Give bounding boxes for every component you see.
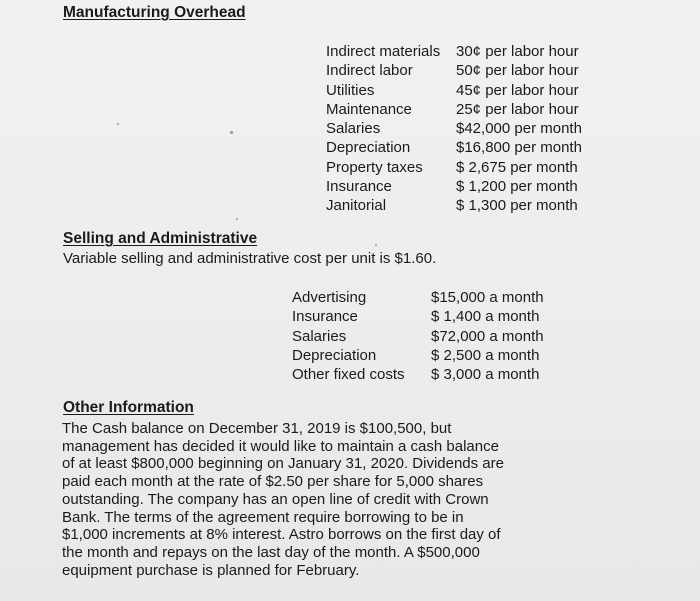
- overhead-row: [326, 196, 582, 215]
- overhead-row: [326, 177, 582, 196]
- selling-admin-label: Advertising: [292, 289, 367, 306]
- overhead-value: 25¢ per labor hour: [456, 100, 579, 118]
- paragraph-line: The Cash balance on December 31, 2019 is $100,500, but: [62, 420, 452, 437]
- selling-admin-value: $ 3,000 a month: [431, 366, 540, 384]
- paragraph-line: paid each month at the rate of $2.50 per share for 5,000 shares: [62, 473, 484, 491]
- selling-admin-row: [292, 327, 544, 346]
- selling-admin-row: [292, 346, 544, 365]
- paragraph-line: of at least $800,000 beginning on January 31, 2020. Dividends are: [62, 455, 504, 473]
- other-information-paragraph: [62, 420, 532, 579]
- overhead-value: 45¢ per labor hour: [456, 81, 579, 99]
- overhead-label: Property taxes: [326, 158, 423, 176]
- paragraph-line: the month and repays on the last day of the month. A $500,000: [62, 543, 480, 561]
- overhead-row: [326, 138, 582, 157]
- overhead-row: [326, 61, 582, 80]
- selling-admin-table: [292, 288, 544, 384]
- overhead-value: $42,000 per month: [456, 120, 582, 138]
- paragraph-line: management has decided it would like to maintain a cash balance: [62, 437, 499, 455]
- paper-speck: [117, 123, 119, 125]
- overhead-row: [326, 158, 582, 177]
- selling-admin-label: Salaries: [292, 327, 347, 345]
- overhead-label: Maintenance: [326, 100, 412, 118]
- selling-admin-row: [292, 365, 544, 384]
- paragraph-line: equipment purchase is planned for February.: [62, 561, 360, 579]
- selling-admin-value: $15,000 a month: [431, 289, 544, 306]
- overhead-label: Utilities: [326, 81, 375, 99]
- overhead-label: Salaries: [326, 120, 381, 138]
- overhead-value: $ 2,675 per month: [456, 158, 578, 176]
- selling-admin-heading: Selling and Administrative: [63, 230, 258, 247]
- overhead-label: Indirect materials: [326, 43, 441, 60]
- paragraph-line: $1,000 increments at 8% interest. Astro borrows on the first day of: [62, 526, 501, 544]
- selling-admin-label: Insurance: [292, 308, 358, 326]
- overhead-value: 30¢ per labor hour: [456, 43, 579, 60]
- paper-speck: [230, 131, 233, 134]
- overhead-value: $ 1,300 per month: [456, 197, 578, 215]
- selling-admin-row: [292, 307, 544, 326]
- selling-admin-value: $ 2,500 a month: [431, 346, 540, 364]
- overhead-value: $ 1,200 per month: [456, 178, 578, 196]
- overhead-row: [326, 42, 582, 61]
- paragraph-line: outstanding. The company has an open line of credit with Crown: [62, 490, 489, 508]
- paper-speck: [236, 218, 238, 220]
- paper-speck: [375, 244, 377, 246]
- selling-admin-label: Depreciation: [292, 346, 377, 364]
- manufacturing-overhead-heading: Manufacturing Overhead: [63, 4, 246, 21]
- manufacturing-overhead-table: [326, 42, 582, 216]
- overhead-value: $16,800 per month: [456, 139, 582, 157]
- selling-admin-value: $ 1,400 a month: [431, 308, 540, 326]
- overhead-row: [326, 81, 582, 100]
- selling-admin-row: [292, 288, 544, 307]
- overhead-label: Insurance: [326, 178, 392, 196]
- overhead-row: [326, 100, 582, 119]
- variable-cost-note: Variable selling and administrative cost per unit is $1.60.: [63, 250, 437, 267]
- paragraph-line: Bank. The terms of the agreement require borrowing to be in: [62, 508, 464, 526]
- overhead-label: Indirect labor: [326, 62, 413, 80]
- overhead-label: Depreciation: [326, 139, 411, 157]
- overhead-value: 50¢ per labor hour: [456, 62, 579, 80]
- selling-admin-label: Other fixed costs: [292, 366, 405, 384]
- overhead-label: Janitorial: [326, 197, 387, 215]
- other-information-heading: Other Information: [63, 399, 194, 416]
- selling-admin-value: $72,000 a month: [431, 327, 544, 345]
- overhead-row: [326, 119, 582, 138]
